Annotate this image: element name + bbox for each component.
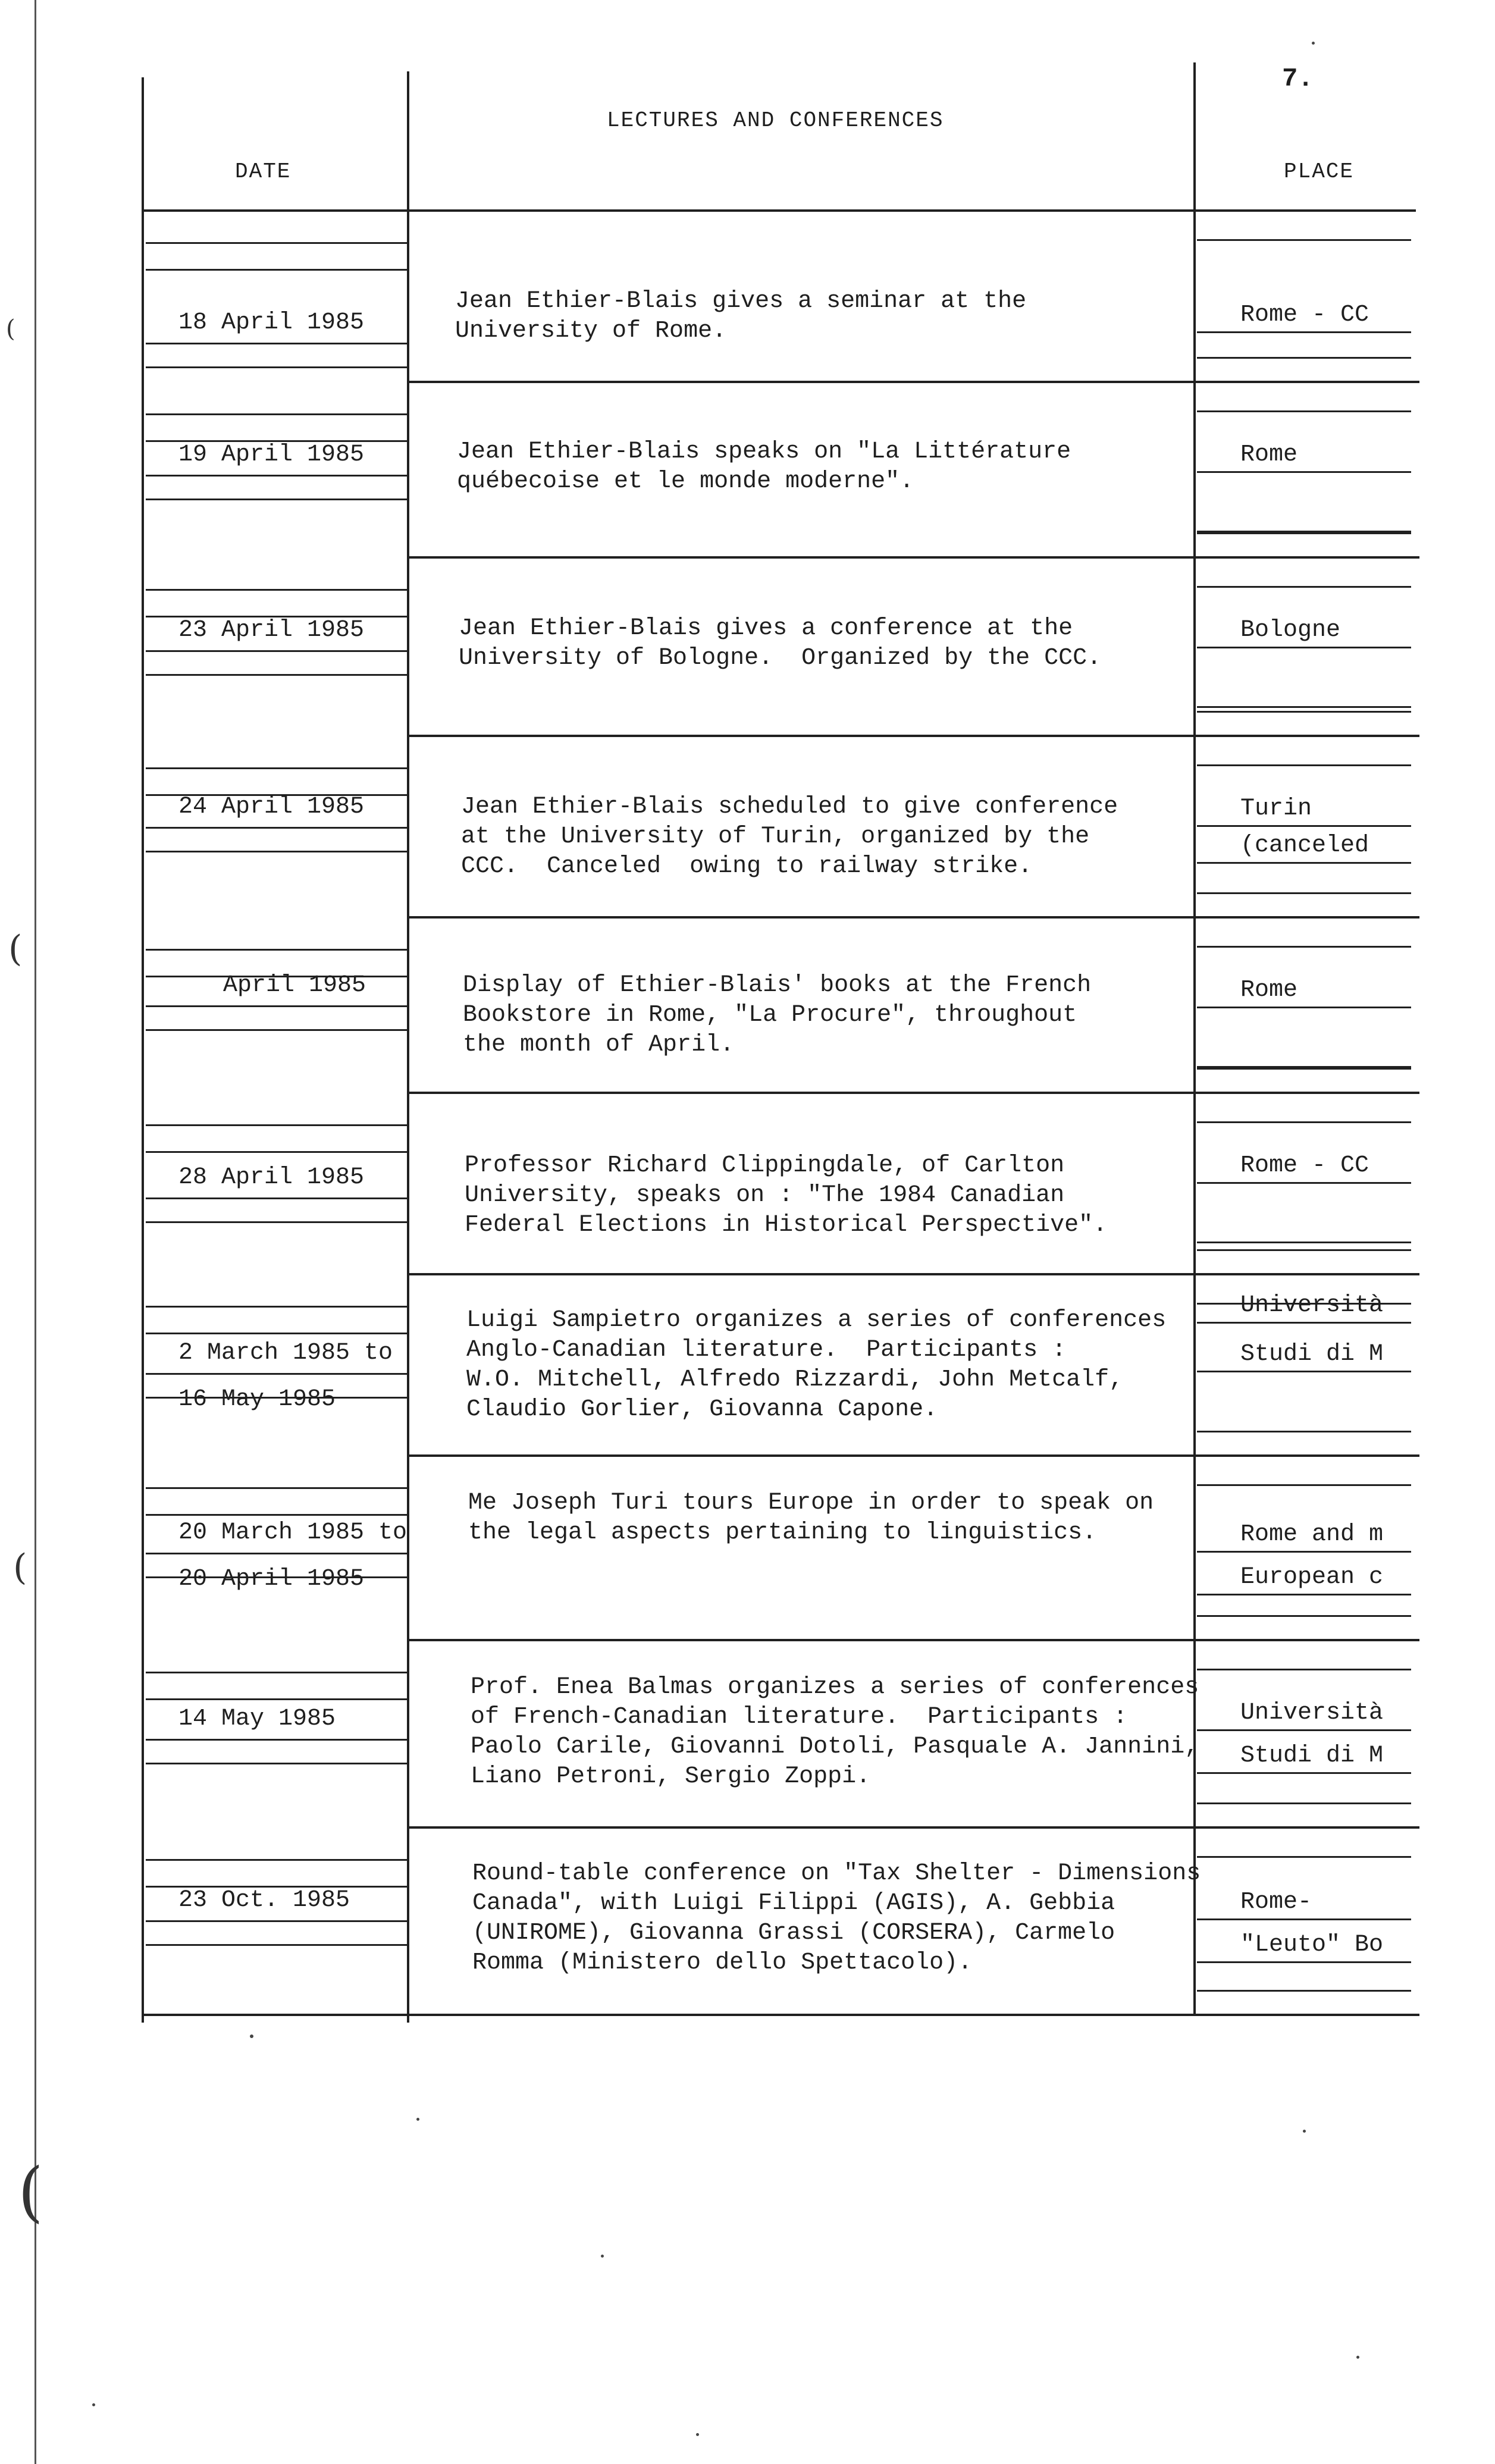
- scan-mark: (: [13, 1547, 27, 1588]
- header-rule: [143, 209, 1416, 212]
- place-ruled-line: [1197, 586, 1411, 588]
- date-ruled-line: [146, 269, 408, 271]
- place-ruled-line: [1197, 1961, 1411, 1963]
- place-ruled-line: [1197, 1615, 1411, 1617]
- date-ruled-line: [146, 851, 408, 852]
- entry-date: 24 April 1985: [178, 794, 365, 820]
- date-ruled-line: [146, 1859, 408, 1861]
- place-ruled-line: [1197, 1182, 1411, 1184]
- entry-description-line: Liano Petroni, Sergio Zoppi.: [471, 1763, 871, 1790]
- entry-date: April 1985: [223, 972, 366, 999]
- place-ruled-line: [1197, 1431, 1411, 1432]
- entry-place: Bologne: [1240, 617, 1341, 644]
- place-column-header: PLACE: [1284, 159, 1355, 184]
- date-ruled-line: [146, 1333, 408, 1334]
- entry-description-line: of French-Canadian literature. Participants :: [471, 1704, 1128, 1731]
- date-ruled-line: [146, 1763, 408, 1764]
- date-ruled-line: [146, 1221, 408, 1223]
- date-ruled-line: [146, 242, 408, 244]
- place-ruled-line: [1197, 1068, 1411, 1070]
- place-ruled-line: [1197, 471, 1411, 473]
- date-ruled-line: [146, 674, 408, 676]
- date-ruled-line: [146, 827, 408, 829]
- place-ruled-line: [1197, 1669, 1411, 1670]
- entry-description-line: Canada", with Luigi Filippi (AGIS), A. Gebbia: [472, 1890, 1115, 1917]
- place-ruled-line: [1197, 1856, 1411, 1858]
- date-ruled-line: [146, 343, 408, 344]
- place-column-rule: [1193, 62, 1196, 2014]
- entry-place: Turin: [1240, 795, 1312, 822]
- place-ruled-line: [1197, 1371, 1411, 1372]
- entry-description-line: Display of Ethier-Blais' books at the French: [463, 972, 1092, 999]
- scan-mark: (: [8, 928, 23, 970]
- entry-description-line: at the University of Turin, organized by the: [461, 823, 1090, 850]
- entry-description-line: Federal Elections in Historical Perspective".: [465, 1212, 1108, 1239]
- date-ruled-line: [146, 1124, 408, 1126]
- date-ruled-line: [146, 650, 408, 652]
- page-number: 7.: [1282, 64, 1314, 94]
- entry-place: European c: [1240, 1564, 1384, 1591]
- row-divider: [408, 1639, 1419, 1641]
- date-ruled-line: [146, 1920, 408, 1922]
- page-left-edge: [35, 0, 36, 2464]
- table-bottom-rule: [143, 2014, 1416, 2016]
- date-ruled-line: [146, 1487, 408, 1489]
- place-ruled-line: [1197, 1772, 1411, 1774]
- entry-place: Università: [1240, 1700, 1384, 1726]
- entry-description-line: Jean Ethier-Blais speaks on "La Littérature: [457, 438, 1071, 465]
- entry-description-line: Luigi Sampietro organizes a series of conferences: [466, 1307, 1167, 1334]
- entry-place: (canceled: [1240, 832, 1369, 859]
- entry-description-line: Professor Richard Clippingdale, of Carlton: [465, 1152, 1065, 1179]
- place-ruled-line: [1197, 1322, 1411, 1324]
- scan-speck: [1356, 2356, 1359, 2359]
- entry-place: Università: [1240, 1292, 1384, 1319]
- row-divider: [408, 381, 1419, 383]
- place-ruled-line: [1197, 331, 1411, 333]
- place-ruled-line: [1197, 1594, 1411, 1595]
- date-ruled-line: [146, 413, 408, 415]
- entry-description-line: Round-table conference on "Tax Shelter - Dimensions: [472, 1860, 1201, 1887]
- date-column-rule: [407, 71, 409, 2023]
- date-ruled-line: [146, 1373, 408, 1375]
- entry-description-line: the legal aspects pertaining to linguistics.: [468, 1519, 1097, 1546]
- entry-description-line: Romma (Ministero dello Spettacolo).: [472, 1949, 973, 1976]
- place-ruled-line: [1197, 1484, 1411, 1486]
- entry-description-line: Anglo-Canadian literature. Participants :: [466, 1337, 1067, 1363]
- date-ruled-line: [146, 1514, 408, 1516]
- date-ruled-line: [146, 1672, 408, 1673]
- place-ruled-line: [1197, 1802, 1411, 1804]
- entry-date: 20 March 1985 to: [178, 1519, 408, 1546]
- place-ruled-line: [1197, 862, 1411, 864]
- place-ruled-line: [1197, 1551, 1411, 1553]
- entry-date: 14 May 1985: [178, 1706, 336, 1732]
- entry-description-line: Jean Ethier-Blais gives a conference at the: [459, 615, 1073, 642]
- scan-speck: [92, 2403, 95, 2406]
- entry-place: Rome and m: [1240, 1521, 1384, 1548]
- entry-description-line: Paolo Carile, Giovanni Dotoli, Pasquale A. Jannini,: [471, 1733, 1199, 1760]
- place-ruled-line: [1197, 764, 1411, 766]
- date-ruled-line: [146, 589, 408, 591]
- date-ruled-line: [146, 1944, 408, 1946]
- place-ruled-line: [1197, 1242, 1411, 1243]
- entry-description-line: the month of April.: [463, 1032, 735, 1058]
- place-ruled-line: [1197, 1121, 1411, 1123]
- entry-description-line: québecoise et le monde moderne".: [457, 468, 914, 495]
- date-ruled-line: [146, 1553, 408, 1554]
- entry-description-line: University of Rome.: [455, 318, 727, 344]
- place-ruled-line: [1197, 946, 1411, 948]
- entry-description-line: Claudio Gorlier, Giovanna Capone.: [466, 1396, 938, 1423]
- date-ruled-line: [146, 366, 408, 368]
- scan-mark: (: [18, 2153, 43, 2230]
- scan-speck: [1303, 2130, 1306, 2133]
- scan-mark: (: [6, 315, 15, 343]
- place-ruled-line: [1197, 825, 1411, 827]
- row-divider: [408, 1454, 1419, 1457]
- date-ruled-line: [146, 499, 408, 500]
- scan-speck: [250, 2034, 253, 2038]
- entry-description-line: Bookstore in Rome, "La Procure", throughout: [463, 1002, 1077, 1029]
- table-title: LECTURES AND CONFERENCES: [607, 108, 944, 133]
- entry-place: Rome: [1240, 441, 1298, 468]
- date-ruled-line: [146, 949, 408, 951]
- entry-description-line: Me Joseph Turi tours Europe in order to speak on: [468, 1490, 1154, 1516]
- row-divider: [408, 735, 1419, 737]
- entry-place: Studi di M: [1240, 1341, 1384, 1368]
- date-ruled-line: [146, 1698, 408, 1700]
- place-ruled-line: [1197, 357, 1411, 359]
- date-column-header: DATE: [235, 159, 292, 184]
- entry-description-line: University of Bologne. Organized by the CCC.: [459, 645, 1102, 672]
- entry-description-line: Prof. Enea Balmas organizes a series of conferences: [471, 1674, 1199, 1701]
- date-ruled-line: [146, 1029, 408, 1031]
- place-ruled-line: [1197, 892, 1411, 894]
- entry-description-line: (UNIROME), Giovanna Grassi (CORSERA), Carmelo: [472, 1920, 1115, 1946]
- place-ruled-line: [1197, 239, 1411, 241]
- place-ruled-line: [1197, 1918, 1411, 1920]
- place-ruled-line: [1197, 711, 1411, 713]
- left-rule: [142, 77, 144, 2023]
- entry-date: 28 April 1985: [178, 1164, 365, 1191]
- entry-place: Studi di M: [1240, 1742, 1384, 1769]
- entry-date: 23 April 1985: [178, 617, 365, 644]
- date-ruled-line: [146, 1306, 408, 1308]
- date-ruled-line: [146, 767, 408, 769]
- date-ruled-line: [146, 475, 408, 477]
- row-divider: [408, 1826, 1419, 1829]
- entry-description-line: CCC. Canceled owing to railway strike.: [461, 853, 1033, 880]
- entry-place: Rome: [1240, 977, 1298, 1004]
- row-divider: [408, 556, 1419, 559]
- row-divider: [408, 1092, 1419, 1094]
- entry-description-line: University, speaks on : "The 1984 Canadian: [465, 1182, 1065, 1209]
- entry-place: Rome - CC: [1240, 1152, 1369, 1179]
- date-ruled-line: [146, 1197, 408, 1199]
- place-ruled-line: [1197, 706, 1411, 708]
- entry-date: 2 March 1985 to: [178, 1340, 393, 1366]
- entry-date: 16 May 1985: [178, 1386, 336, 1413]
- entry-description-line: Jean Ethier-Blais scheduled to give conference: [461, 794, 1118, 820]
- row-divider: [408, 1273, 1419, 1275]
- entry-date: 20 April 1985: [178, 1566, 365, 1592]
- entry-description-line: W.O. Mitchell, Alfredo Rizzardi, John Metcalf,: [466, 1366, 1124, 1393]
- entry-date: 18 April 1985: [178, 309, 365, 336]
- scan-speck: [601, 2255, 604, 2258]
- place-ruled-line: [1197, 1007, 1411, 1008]
- entry-date: 19 April 1985: [178, 441, 365, 468]
- scan-speck: [416, 2118, 419, 2121]
- scan-speck: [696, 2433, 699, 2436]
- place-ruled-line: [1197, 410, 1411, 412]
- entry-description-line: Jean Ethier-Blais gives a seminar at the: [455, 288, 1027, 315]
- date-ruled-line: [146, 1005, 408, 1007]
- date-ruled-line: [146, 1739, 408, 1741]
- row-divider: [408, 916, 1419, 918]
- entry-place: Rome-: [1240, 1889, 1312, 1916]
- entry-place: "Leuto" Bo: [1240, 1932, 1384, 1958]
- place-ruled-line: [1197, 532, 1411, 534]
- date-ruled-line: [146, 1151, 408, 1153]
- scan-speck: [1312, 42, 1315, 45]
- place-ruled-line: [1197, 647, 1411, 648]
- entry-date: 23 Oct. 1985: [178, 1887, 350, 1914]
- place-ruled-line: [1197, 1249, 1411, 1251]
- place-ruled-line: [1197, 1990, 1411, 1992]
- entry-place: Rome - CC: [1240, 302, 1369, 328]
- place-ruled-line: [1197, 1729, 1411, 1731]
